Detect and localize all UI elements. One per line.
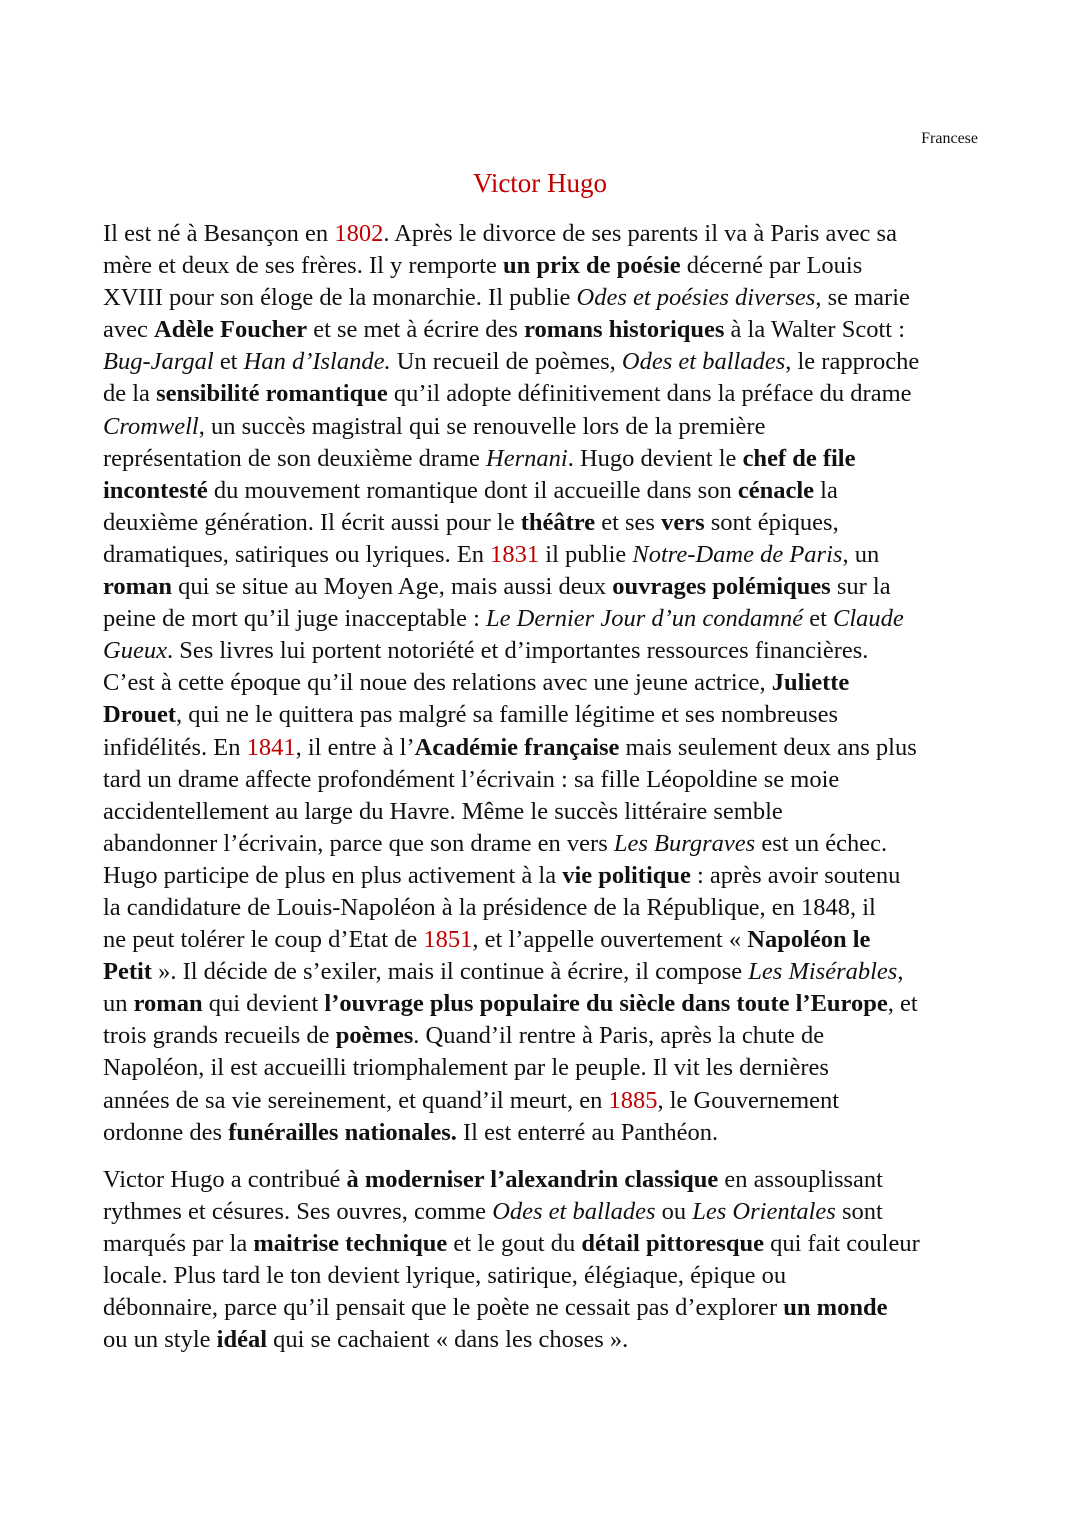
text-line [103,571,919,603]
text-run: . Hugo devient le [567,444,743,472]
text-run: il publie [539,540,633,568]
text-run: , et [887,990,918,1018]
text-line [103,1324,920,1356]
italic-title: Claude [833,605,904,633]
text-run: Il est né à Besançon en [103,220,335,247]
text-line [103,956,919,988]
text-run: ne peut tolérer le coup d’Etat de [103,926,424,954]
text-run: qui devient [202,990,325,1018]
text-run: , qui ne le quittera pas malgré sa famille légitime et ses nombreuses [176,701,839,729]
text-line [103,764,919,796]
bold-text: poèmes [335,1022,414,1050]
text-run: . Quand’il rentre à Paris, après la chute de [413,1022,825,1050]
bold-text: sensibilité romantique [156,380,388,408]
bold-text: l’ouvrage plus populaire du siècle dans toute l’Europe [324,990,888,1018]
italic-title: Notre-Dame de Paris [632,540,843,568]
page-title: Victor Hugo [472,168,608,198]
text-run: et ses [595,508,662,536]
text-line [103,1117,919,1149]
text-run: , se marie [815,284,910,312]
italic-title: Odes et ballades [621,348,786,376]
text-run: mais seulement deux ans plus [619,733,917,761]
bold-text: idéal [216,1326,268,1354]
text-run: XVIII pour son éloge de la monarchie. Il publie [103,284,577,312]
text-run: ou [655,1198,693,1226]
text-run: sont épiques, [704,508,839,536]
text-line [103,1292,920,1324]
text-run: et [803,605,834,633]
italic-title: Gueux [103,637,167,665]
text-run: qui fait couleur [763,1230,920,1258]
highlighted-year: 1802 [334,220,384,247]
text-line [103,1228,920,1260]
text-run: , [897,958,904,986]
text-run: et le gout du [447,1230,582,1258]
text-run: marqués par la [103,1230,254,1258]
bold-text: ouvrages polémiques [612,573,831,601]
text-run: deuxième génération. Il écrit aussi pour le [103,508,521,536]
text-run: ordonne des [103,1118,229,1146]
text-run: dramatiques, satiriques ou lyriques. En [103,540,491,568]
bold-text: Adèle Foucher [154,316,308,344]
text-run: représentation de son deuxième drame [103,444,487,472]
text-run: trois grands recueils de [103,1022,336,1050]
text-run: la candidature de Louis-Napoléon à la présidence de la République, en 1848, il [103,893,876,921]
text-line [103,1164,920,1196]
text-run: : après avoir soutenu [690,861,901,889]
text-run: infidélités. En [103,733,247,761]
text-run: et [213,348,244,376]
italic-title: Odes et ballades [492,1198,656,1226]
bold-text: vers [661,508,705,536]
italic-title: Hernani [486,444,568,472]
text-run: Napoléon, il est accueilli triomphalement par le peuple. Il vit les dernières [103,1054,829,1082]
text-line [103,603,919,635]
text-run: accidentellement au large du Havre. Même le succès littéraire semble [103,797,783,825]
text-line [103,475,919,507]
italic-title: Bug-Jargal [103,348,214,376]
highlighted-year: 1831 [490,540,540,568]
text-run: Il est enterré au Panthéon. [456,1118,719,1146]
text-line [103,892,919,924]
bold-text: chef de file [742,444,856,472]
text-line [103,1052,919,1084]
text-line [103,1085,919,1117]
italic-title: Han d’Islande. [243,348,391,376]
italic-title: Les Orientales [692,1198,836,1226]
text-run: Un recueil de poèmes, [390,348,622,376]
text-run: années de sa vie sereinement, et quand’il meurt, en [103,1086,609,1114]
text-line [103,828,919,860]
text-run: est un échec. [755,829,888,857]
text-run: à la Walter Scott : [724,316,906,344]
bold-text: un prix de poésie [503,252,681,280]
bold-text: Petit [103,958,152,986]
text-run: tard un drame affecte profondément l’écrivain : sa fille Léopoldine se moie [103,765,840,793]
style-paragraph [103,1164,920,1357]
highlighted-year: 1851 [423,926,473,954]
text-line [103,539,919,571]
text-run: sur la [830,573,891,601]
text-line [103,635,919,667]
text-line [103,1196,920,1228]
text-line [103,988,919,1020]
bold-text: Académie française [414,733,620,761]
text-run: qu’il adopte définitivement dans la préface du drame [387,380,912,408]
text-run: . Après le divorce de ses parents il va à Paris avec sa [383,220,897,247]
bold-text: roman [133,990,203,1018]
bold-text: détail pittoresque [581,1230,764,1258]
bold-text: à moderniser l’alexandrin classique [346,1166,719,1193]
text-run: avec [103,316,154,344]
text-run: Hugo participe de plus en plus activement à la [103,861,563,889]
text-line [103,443,919,475]
highlighted-year: 1885 [608,1086,658,1114]
text-line [103,250,919,282]
text-run: sont [835,1198,883,1226]
text-run: du mouvement romantique dont il accueille dans son [207,476,738,504]
text-run: mère et deux de ses frères. Il y remporte [103,252,503,280]
text-line [103,924,919,956]
bold-text: incontesté [103,476,208,504]
bold-text: théâtre [520,508,596,536]
text-run: qui se cachaient « dans les choses ». [267,1326,629,1354]
italic-title: Les Burgraves [613,829,756,857]
text-line [103,1020,919,1052]
text-run: , un succès magistral qui se renouvelle lors de la première [198,412,766,440]
text-line [103,378,919,410]
text-run: débonnaire, parce qu’il pensait que le poète ne cessait pas d’explorer [103,1294,784,1322]
bold-text: Drouet [103,701,177,729]
text-line [103,667,919,699]
text-run: C’est à cette époque qu’il noue des relations avec une jeune actrice, [103,669,772,697]
highlighted-year: 1841 [246,733,296,761]
text-run: Victor Hugo a contribué [103,1166,347,1193]
text-run: . Ses livres lui portent notoriété et d’importantes ressources financières. [166,637,869,665]
bold-text: maitrise technique [253,1230,448,1258]
italic-title: Les Misérables [748,958,898,986]
text-run: locale. Plus tard le ton devient lyrique, satirique, élégiaque, épique ou [103,1262,787,1290]
text-run: en assouplissant [718,1166,883,1193]
text-run: abandonner l’écrivain, parce que son drame en vers [103,829,614,857]
text-line [103,732,919,764]
text-run: , il entre à l’ [295,733,415,761]
italic-title: Odes et poésies diverses [576,284,816,312]
text-line [103,282,919,314]
text-run: la [814,476,838,504]
text-run: , et l’appelle ouvertement « [472,926,748,954]
text-run: peine de mort qu’il juge inacceptable : [103,605,487,633]
bold-text: romans historiques [524,316,725,344]
text-run: ». Il décide de s’exiler, mais il continue à écrire, il compose [151,958,749,986]
text-run: , le Gouvernement [657,1086,840,1114]
subject-header: Francese [921,130,978,147]
text-line [103,1260,920,1292]
text-line [103,699,919,731]
italic-title: Le Dernier Jour d’un condamné [486,605,804,633]
text-run: , un [842,540,880,568]
biography-paragraph [103,218,919,1149]
bold-text: Juliette [771,669,850,697]
text-run: qui se situe au Moyen Age, mais aussi deux [171,573,613,601]
text-line [103,507,919,539]
text-line [103,314,919,346]
text-line [103,860,919,892]
text-line [103,218,919,250]
text-line [103,796,919,828]
text-run: et se met à écrire des [307,316,525,344]
text-line [103,411,919,443]
text-run: ou un style [103,1326,217,1354]
text-run: , le rapproche [785,348,920,376]
text-line [103,346,919,378]
text-run: de la [103,380,157,408]
bold-text: Napoléon le [747,926,871,954]
text-run: décerné par Louis [680,252,863,280]
text-run: un [103,990,134,1018]
bold-text: roman [103,573,172,601]
bold-text: un monde [783,1294,888,1322]
italic-title: Cromwell [103,412,199,440]
bold-text: funérailles nationales. [228,1118,457,1146]
bold-text: vie politique [562,861,691,889]
text-run: rythmes et césures. Ses ouvres, comme [103,1198,493,1226]
bold-text: cénacle [737,476,815,504]
